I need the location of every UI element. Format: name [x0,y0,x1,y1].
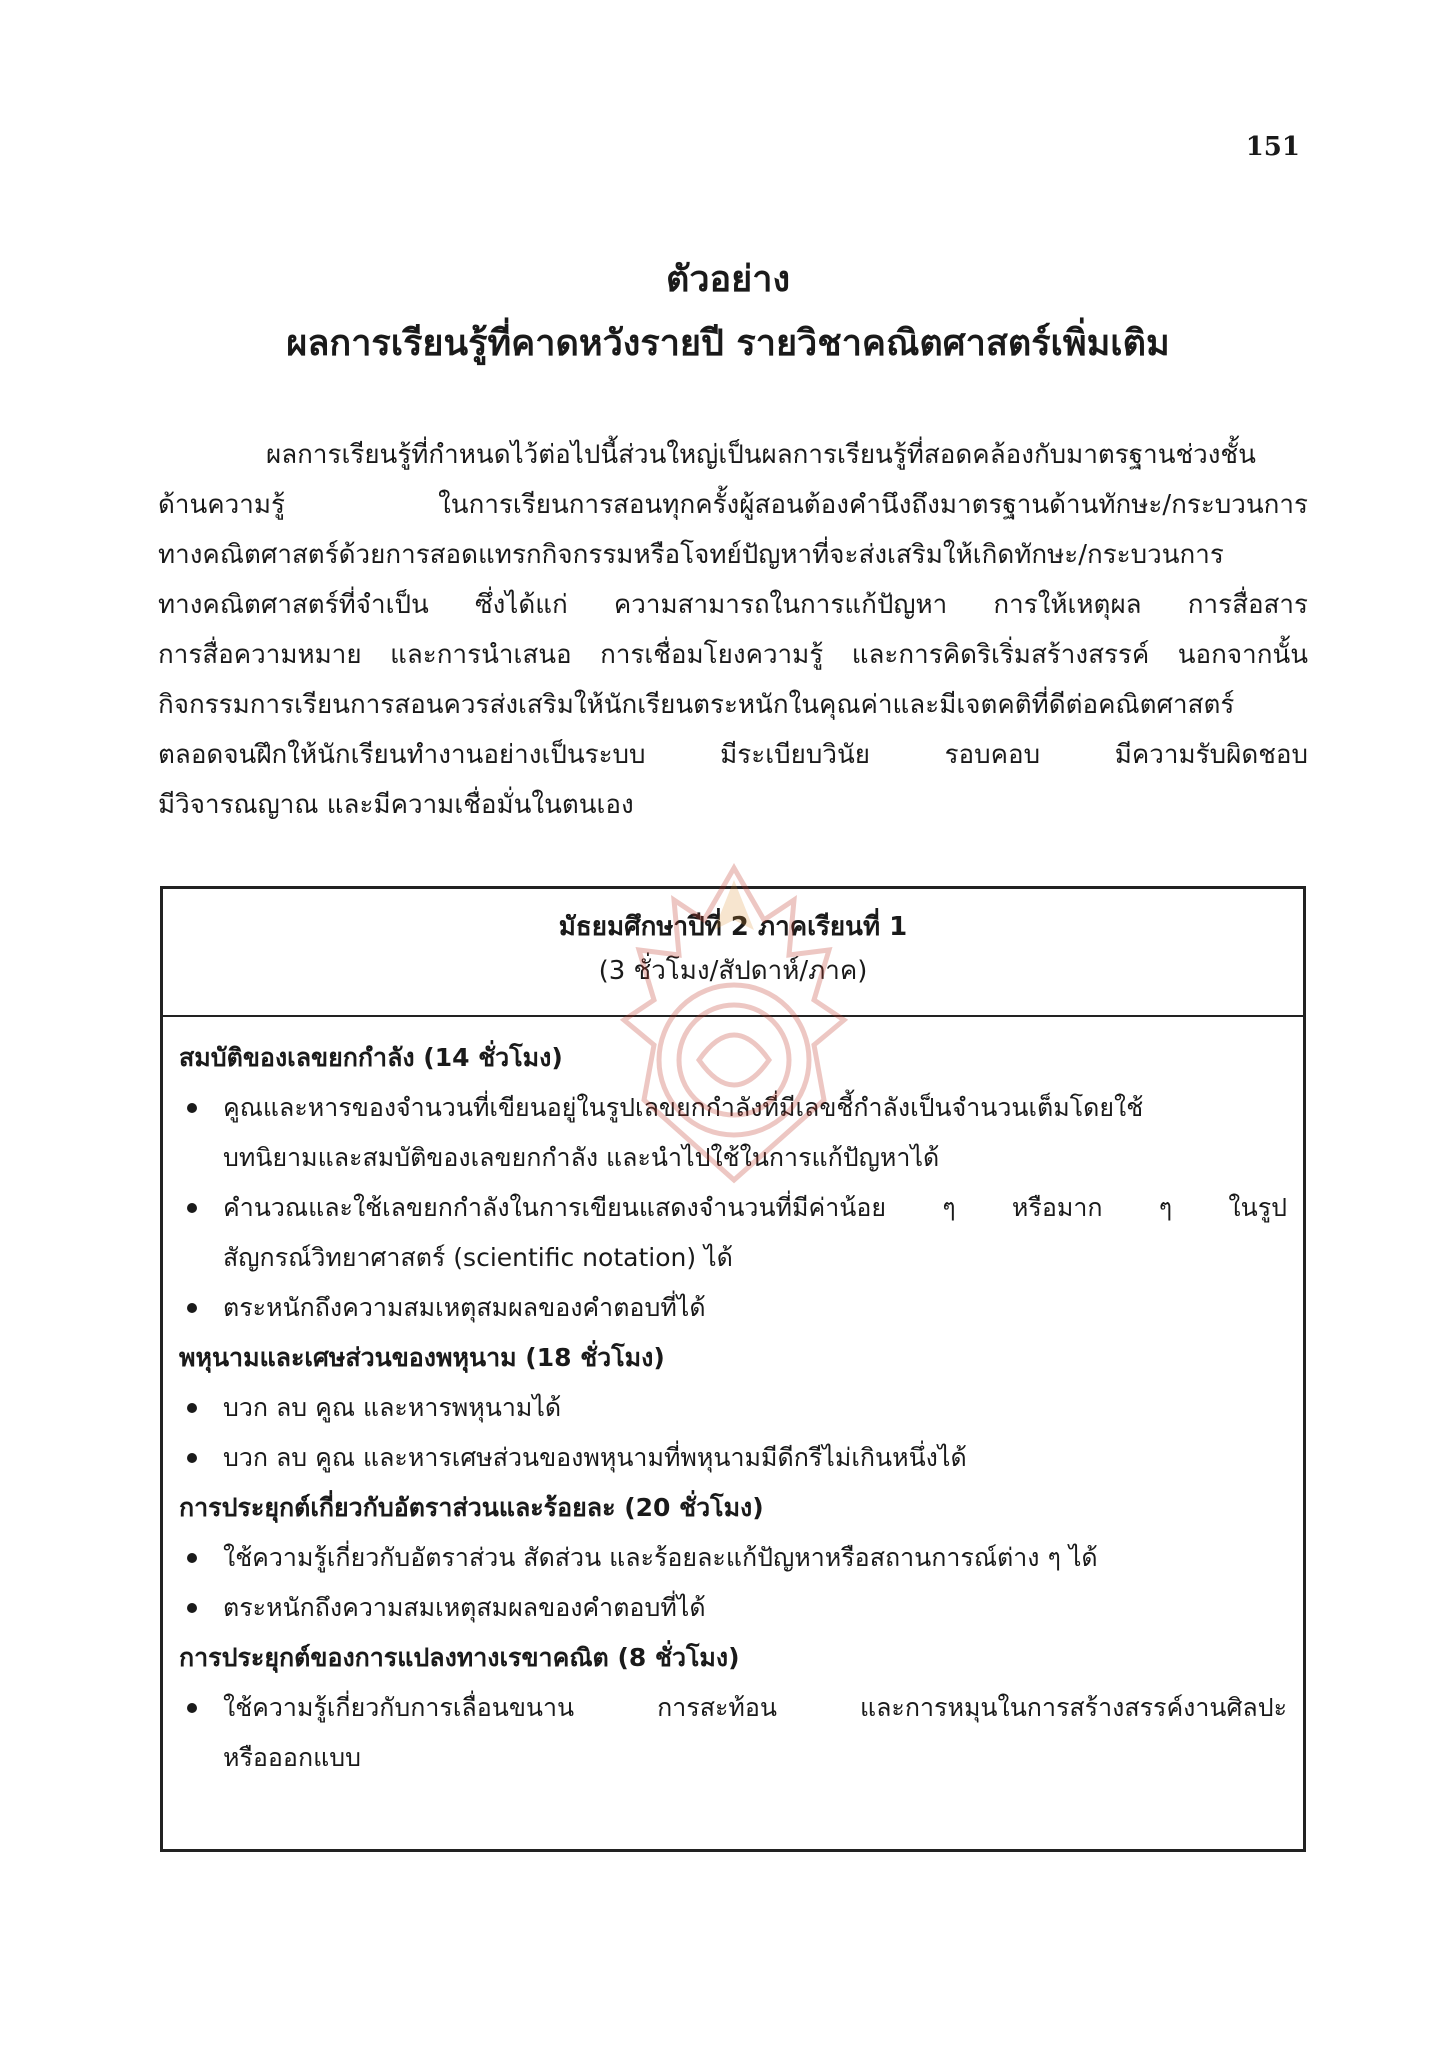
intro-line: ตลอดจนฝึกให้นักเรียนทำงานอย่างเป็นระบบ มีระเบียบวินัย รอบคอบ มีความรับผิดชอบ [158,740,1308,770]
title-line-1: ตัวอย่าง [665,259,791,300]
bullet-icon [187,1453,197,1463]
list-item-text: หรือออกแบบ [223,1743,361,1772]
bullet-icon [187,1203,197,1213]
bullet-icon [187,1303,197,1313]
title-line-2: ผลการเรียนรู้ที่คาดหวังรายปี รายวิชาคณิตศาสตร์เพิ่มเติม [286,323,1170,364]
unit-heading: การประยุกต์เกี่ยวกับอัตราส่วนและร้อยละ (20 ชั่วโมง) [179,1493,764,1522]
list-item-text: ตระหนักถึงความสมเหตุสมผลของคำตอบที่ได้ [223,1593,706,1622]
list-item [179,1533,1287,1583]
unit-heading: การประยุกต์ของการแปลงทางเรขาคณิต (8 ชั่วโมง) [179,1643,740,1672]
page-number: 151 [1245,132,1300,162]
list-item [179,1683,1287,1783]
bullet-icon [187,1553,197,1563]
list-item [179,1383,1287,1433]
unit-heading: สมบัติของเลขยกกำลัง (14 ชั่วโมง) [179,1043,563,1072]
intro-line: ด้านความรู้ ในการเรียนการสอนทุกครั้งผู้สอนต้องคำนึงถึงมาตรฐานด้านทักษะ/กระบวนการ [158,490,1308,520]
intro-paragraph [158,430,1308,830]
page-title [0,248,1456,376]
intro-line: การสื่อความหมาย และการนำเสนอ การเชื่อมโยงความรู้ และการคิดริเริ่มสร้างสรรค์ นอกจากนั้น [158,640,1308,670]
list-item [179,1583,1287,1633]
list-item-text: บวก ลบ คูณ และหารเศษส่วนของพหุนามที่พหุนามมีดีกรีไม่เกินหนึ่งได้ [223,1443,967,1472]
intro-line: ทางคณิตศาสตร์ที่จำเป็น ซึ่งได้แก่ ความสามารถในการแก้ปัญหา การให้เหตุผล การสื่อสาร [158,590,1308,620]
box-subtitle: (3 ชั่วโมง/สัปดาห์/ภาค) [598,956,868,986]
list-item-text: ใช้ความรู้เกี่ยวกับการเลื่อนขนาน การสะท้อน และการหมุนในการสร้างสรรค์งานศิลปะ [223,1693,1287,1722]
bullet-icon [187,1603,197,1613]
list-item-text: บวก ลบ คูณ และหารพหุนามได้ [223,1393,562,1422]
list-item [179,1283,1287,1333]
intro-line: มีวิจารณญาณ และมีความเชื่อมั่นในตนเอง [158,790,634,820]
list-item-text: ตระหนักถึงความสมเหตุสมผลของคำตอบที่ได้ [223,1293,706,1322]
box-title: มัธยมศึกษาปีที่ 2 ภาคเรียนที่ 1 [558,912,908,942]
ministry-seal-icon [614,860,854,1190]
list-item-text: ใช้ความรู้เกี่ยวกับอัตราส่วน สัดส่วน และร้อยละแก้ปัญหาหรือสถานการณ์ต่าง ๆ ได้ [223,1543,1098,1572]
intro-line: ทางคณิตศาสตร์ด้วยการสอดแทรกกิจกรรมหรือโจทย์ปัญหาที่จะส่งเสริมให้เกิดทักษะ/กระบวนการ [158,540,1224,570]
list-item-text: บทนิยามและสมบัติของเลขยกกำลัง และนำไปใช้ในการแก้ปัญหาได้ [223,1143,940,1172]
list-item [179,1433,1287,1483]
unit-heading: พหุนามและเศษส่วนของพหุนาม (18 ชั่วโมง) [179,1343,665,1372]
list-item-text: สัญกรณ์วิทยาศาสตร์ (scientific notation) ได้ [223,1243,733,1272]
intro-line: ผลการเรียนรู้ที่กำหนดไว้ต่อไปนี้ส่วนใหญ่เป็นผลการเรียนรู้ที่สอดคล้องกับมาตรฐานช่วงชั้น [266,440,1256,470]
bullet-icon [187,1103,197,1113]
bullet-icon [187,1703,197,1713]
list-item-text: คำนวณและใช้เลขยกกำลังในการเขียนแสดงจำนวนที่มีค่าน้อย ๆ หรือมาก ๆ ในรูป [223,1193,1287,1222]
bullet-icon [187,1403,197,1413]
intro-line: กิจกรรมการเรียนการสอนควรส่งเสริมให้นักเรียนตระหนักในคุณค่าและมีเจตคติที่ดีต่อคณิตศาสตร์ [158,690,1235,720]
list-item [179,1183,1287,1283]
list-item-text: คูณและหารของจำนวนที่เขียนอยู่ในรูปเลขยกกำลังที่มีเลขชี้กำลังเป็นจำนวนเต็มโดยใช้ [223,1093,1144,1122]
